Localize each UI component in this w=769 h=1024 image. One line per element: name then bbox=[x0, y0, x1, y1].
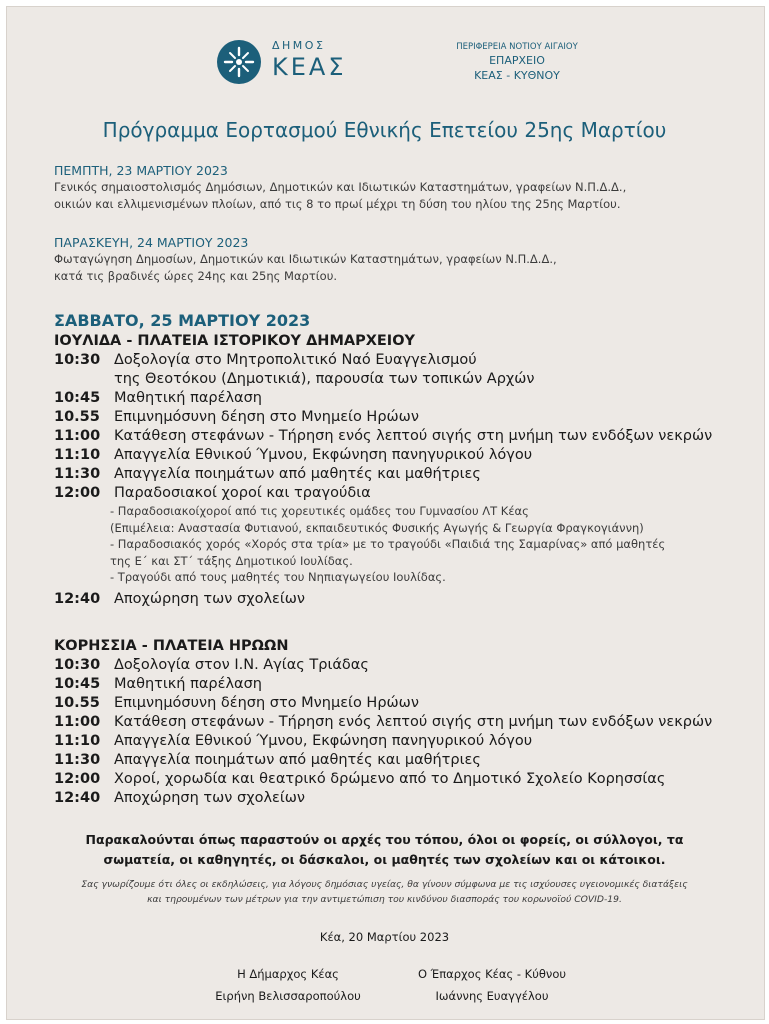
event-row bbox=[54, 446, 665, 465]
event-row bbox=[54, 770, 666, 789]
event-desc: Αποχώρηση των σχολείων bbox=[114, 590, 306, 607]
prefecture-block bbox=[424, 41, 610, 83]
logo-line-1: ΔΗΜΟΣ bbox=[272, 39, 326, 52]
day-text-line: Γενικός σημαιοστολισμός Δημόσιων, Δημοτικών και Ιδιωτικών Καταστημάτων, γραφείων Ν.Π.Δ.Δ., bbox=[54, 180, 627, 194]
invitation-line: Παρακαλούνται όπως παραστούν οι αρχές του τόπου, όλοι οι φορείς, οι σύλλογοι, τα bbox=[85, 832, 684, 847]
day-thursday bbox=[54, 162, 626, 213]
region-line-2: ΕΠΑΡΧΕΙΟ bbox=[489, 54, 545, 67]
event-desc: Επιμνημόσυνη δέηση στο Μνημείο Ηρώων bbox=[114, 695, 419, 711]
day-text-line: Φωταγώγηση Δημοσίων, Δημοτικών και Ιδιωτικών Καταστημάτων, γραφείων Ν.Π.Δ.Δ., bbox=[54, 252, 557, 266]
event-row bbox=[54, 675, 288, 694]
place-date: Κέα, 20 Μαρτίου 2023 bbox=[319, 930, 450, 944]
region-line-1: ΠΕΡΙΦΕΡΕΙΑ ΝΟΤΙΟΥ ΑΙΓΑΙΟΥ bbox=[456, 42, 578, 52]
event-desc: Χοροί, χορωδία και θεατρικό δρώμενο από το Δημοτικό Σχολείο Κορησσίας bbox=[114, 771, 666, 787]
event-row bbox=[54, 656, 369, 675]
event-desc: Δοξολογία στο Μητροπολιτικό Ναό Ευαγγελισμού bbox=[114, 352, 477, 368]
event-subitem: της Ε΄ και ΣΤ΄ τάξης Δημοτικού Ιουλίδας. bbox=[110, 553, 353, 568]
event-subitem: - Παραδοσιακοίχοροί από τις χορευτικές ομάδες του Γυμνασίου ΛΤ Κέας bbox=[110, 504, 529, 518]
location-heading-ioulida: ΙΟΥΛΙΔΑ - ΠΛΑΤΕΙΑ ΙΣΤΟΡΙΚΟΥ ΔΗΜΑΡΧΕΙΟΥ bbox=[54, 333, 416, 349]
location-korissia bbox=[54, 636, 713, 808]
event-desc: Κατάθεση στεφάνων - Τήρηση ενός λεπτού σιγής στη μνήμη των ενδόξων νεκρών bbox=[114, 428, 713, 444]
logo-line-2: ΚΕΑΣ bbox=[272, 53, 347, 81]
event-time: 11:10 bbox=[54, 447, 101, 463]
event-time: 10:45 bbox=[54, 676, 101, 692]
event-time: 11:30 bbox=[54, 466, 101, 482]
event-row bbox=[54, 389, 665, 408]
day-heading: ΠΑΡΑΣΚΕΥΗ, 24 ΜΑΡΤΙΟΥ 2023 bbox=[54, 235, 249, 250]
event-subitem: (Επιμέλεια: Αναστασία Φυτιανού, εκπαιδευτικός Φυσικής Αγωγής & Γεωργία Φραγκογιάννη) bbox=[110, 520, 644, 535]
day-heading: ΠΕΜΠΤΗ, 23 ΜΑΡΤΙΟΥ 2023 bbox=[54, 163, 228, 178]
event-time: 10:30 bbox=[54, 657, 101, 673]
event-row bbox=[54, 590, 665, 609]
event-row bbox=[54, 427, 713, 446]
signature-name: Ιωάννης Ευαγγέλου bbox=[435, 989, 549, 1003]
event-row bbox=[54, 789, 306, 808]
location-heading-korissia: ΚΟΡΗΣΣΙΑ - ΠΛΑΤΕΙΑ ΗΡΩΩΝ bbox=[54, 638, 289, 654]
invitation-line: σωματεία, οι καθηγητές, οι δάσκαλοι, οι μαθητές των σχολείων και οι κάτοικοι. bbox=[103, 852, 666, 867]
page-title: Πρόγραμμα Εορτασμού Εθνικής Επετείου 25ης Μαρτίου bbox=[102, 118, 667, 142]
event-desc: Απαγγελία Εθνικού Ύμνου, Εκφώνηση πανηγυρικού λόγου bbox=[114, 447, 533, 463]
event-row bbox=[54, 751, 481, 770]
signature-eparch bbox=[382, 963, 602, 1007]
event-row bbox=[54, 484, 665, 503]
event-row bbox=[54, 732, 533, 751]
event-desc: Απαγγελία ποιημάτων από μαθητές και μαθήτριες bbox=[114, 466, 481, 482]
event-time: 11:30 bbox=[54, 752, 101, 768]
event-row bbox=[54, 465, 665, 484]
signature-title: Ο Έπαρχος Κέας - Κύθνου bbox=[417, 967, 567, 981]
event-desc: Απαγγελία ποιημάτων από μαθητές και μαθήτριες bbox=[114, 752, 481, 768]
signature-title: Η Δήμαρχος Κέας bbox=[237, 967, 339, 981]
event-time: 10:45 bbox=[54, 390, 101, 406]
header-logos bbox=[216, 39, 610, 89]
event-subitem: - Παραδοσιακός χορός «Χορός στα τρία» με το τραγούδι «Παιδιά της Σαμαρίνας» από μαθητές bbox=[110, 537, 666, 551]
municipality-logo-icon bbox=[216, 39, 262, 85]
event-time: 11:00 bbox=[54, 428, 101, 444]
day-text-line: οικιών και ελλιμενισμένων πλοίων, από τις 8 το πρωί μέχρι τη δύση του ηλίου της 25ης Μαρτίου. bbox=[54, 197, 621, 211]
signature-mayor bbox=[178, 963, 398, 1007]
event-desc: Δοξολογία στον Ι.Ν. Αγίας Τριάδας bbox=[114, 657, 369, 673]
event-time: 12:40 bbox=[54, 790, 101, 806]
event-desc-continued: της Θεοτόκου (Δημοτικιά), παρουσία των τοπικών Αρχών bbox=[114, 371, 535, 387]
event-time: 10.55 bbox=[54, 409, 100, 425]
covid-note-line: και τηρουμένων των μέτρων για την αντιμετώπιση του κινδύνου διασποράς του κορωνοϊού COVID-19. bbox=[147, 894, 622, 905]
event-row bbox=[54, 694, 419, 713]
event-desc: Απαγγελία Εθνικού Ύμνου, Εκφώνηση πανηγυρικού λόγου bbox=[114, 733, 533, 749]
event-desc: Μαθητική παρέλαση bbox=[114, 390, 262, 406]
event-subitem: - Τραγούδι από τους μαθητές του Νηπιαγωγείου Ιουλίδας. bbox=[110, 570, 446, 584]
event-row bbox=[54, 713, 713, 732]
municipality-name bbox=[272, 39, 346, 81]
signature-name: Ειρήνη Βελισσαροπούλου bbox=[215, 989, 361, 1003]
event-time: 12:00 bbox=[54, 485, 101, 501]
covid-note-line: Σας γνωρίζουμε ότι όλες οι εκδηλώσεις, για λόγους δημόσιας υγείας, θα γίνουν σύμφωνα με τις ισχύουσες υγειονομικές διατάξεις bbox=[81, 879, 688, 890]
event-time: 12:00 bbox=[54, 771, 101, 787]
event-desc: Κατάθεση στεφάνων - Τήρηση ενός λεπτού σιγής στη μνήμη των ενδόξων νεκρών bbox=[114, 714, 713, 730]
event-time: 10.55 bbox=[54, 695, 100, 711]
day-text-line: κατά τις βραδινές ώρες 24ης και 25ης Μαρτίου. bbox=[54, 269, 338, 283]
event-desc: Επιμνημόσυνη δέηση στο Μνημείο Ηρώων bbox=[114, 409, 419, 425]
event-time: 10:30 bbox=[54, 352, 101, 368]
event-row bbox=[54, 408, 665, 427]
day-friday bbox=[54, 234, 557, 285]
event-time: 11:10 bbox=[54, 733, 101, 749]
event-desc: Παραδοσιακοί χοροί και τραγούδια bbox=[114, 485, 371, 501]
event-desc: Αποχώρηση των σχολείων bbox=[114, 790, 306, 806]
saturday-heading: ΣΑΒΒΑΤΟ, 25 ΜΑΡΤΙΟΥ 2023 bbox=[54, 311, 311, 330]
day-saturday bbox=[54, 310, 713, 609]
region-line-3: ΚΕΑΣ - ΚΥΘΝΟΥ bbox=[474, 69, 560, 82]
event-desc: Μαθητική παρέλαση bbox=[114, 676, 262, 692]
event-time: 11:00 bbox=[54, 714, 101, 730]
event-row bbox=[54, 351, 665, 370]
event-time: 12:40 bbox=[54, 590, 101, 607]
